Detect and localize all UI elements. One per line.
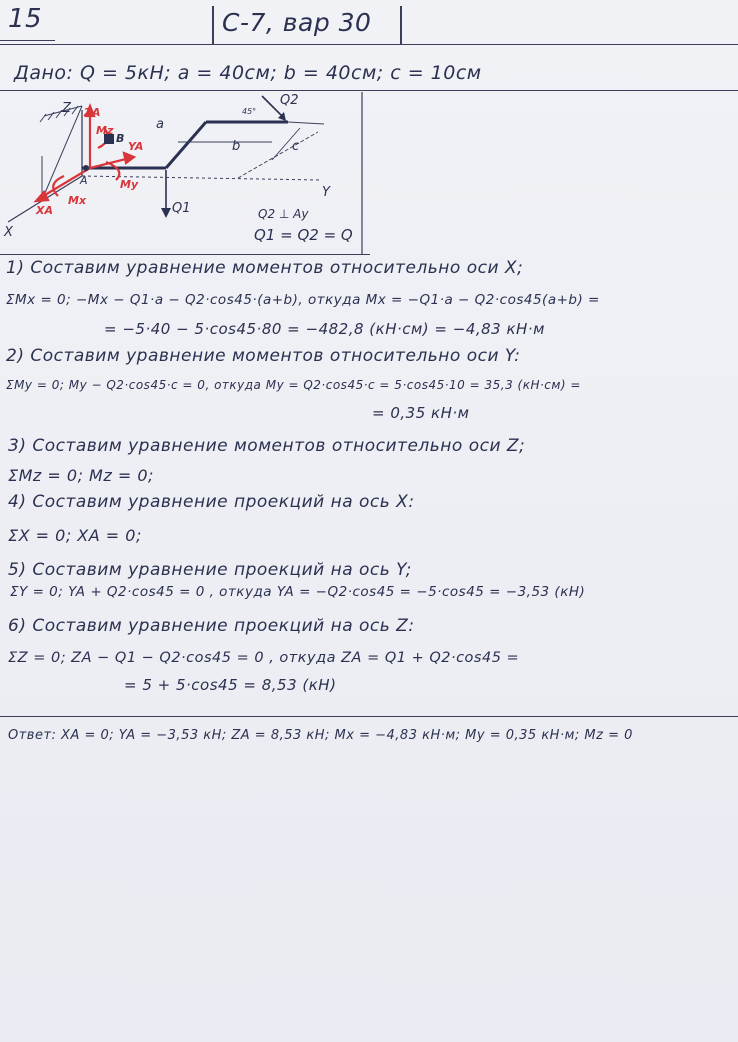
given-line: Дано: Q = 5кН; a = 40см; b = 40см; c = 10см <box>14 62 482 84</box>
solution-line-4: 2) Составим уравнение моментов относительно оси Y: <box>6 346 521 366</box>
point-b-label: B <box>116 132 125 145</box>
force-diagram <box>0 88 370 256</box>
za-label: ZA <box>84 106 101 119</box>
solution-line-10: ΣX = 0; XA = 0; <box>8 526 142 545</box>
mz-label: Mz <box>96 124 114 137</box>
solution-line-12: ΣY = 0; YA + Q2·cos45 = 0 , откуда YA = −Q2·cos45 = −5·cos45 = −3,53 (кН) <box>10 584 586 600</box>
solution-line-13: 6) Составим уравнение проекций на ось Z: <box>8 616 415 636</box>
task-title: С-7, вар 30 <box>222 8 372 37</box>
solution-line-1: 1) Составим уравнение моментов относительно оси X; <box>6 258 524 278</box>
shaft-bend <box>166 122 206 168</box>
solution-line-9: 4) Составим уравнение проекций на ось X: <box>8 492 415 512</box>
y-axis-label: Y <box>322 185 330 200</box>
solution-line-3: = −5·40 − 5·cos45·80 = −482,8 (кН·см) = −4,83 кН·м <box>104 320 545 338</box>
point-a-label: A <box>80 174 88 187</box>
header-rule <box>0 44 738 45</box>
angle-label: 45° <box>242 107 257 116</box>
dim-a-label: a <box>156 117 164 132</box>
xa-label: XA <box>36 204 53 217</box>
q1-label: Q1 <box>172 201 191 216</box>
x-axis-label: X <box>4 225 13 240</box>
page-number: 15 <box>8 4 43 34</box>
diagram-note-2: Q1 = Q2 = Q <box>254 226 353 244</box>
ya-label: YA <box>128 140 144 153</box>
solution-line-2: ΣMx = 0; −Mx − Q1·a − Q2·cos45·(a+b), откуда Mx = −Q1·a − Q2·cos45(a+b) = <box>6 292 600 308</box>
q2-label: Q2 <box>280 93 299 108</box>
answer-rule <box>0 716 738 717</box>
solution-line-5: ΣMy = 0; My − Q2·cos45·c = 0, откуда My = Q2·cos45·c = 5·cos45·10 = 35,3 (кН·см) = <box>6 378 581 392</box>
diagram-bottom-rule <box>0 254 370 255</box>
solution-line-14: ΣZ = 0; ZA − Q1 − Q2·cos45 = 0 , откуда ZA = Q1 + Q2·cos45 = <box>8 650 520 666</box>
dim-b-label: b <box>232 139 241 154</box>
dim-c-label: c <box>292 139 300 154</box>
solution-line-15: = 5 + 5·cos45 = 8,53 (кН) <box>124 676 337 694</box>
my-label: My <box>120 178 139 191</box>
mx-label: Mx <box>68 194 87 207</box>
diagram-note-1: Q2 ⊥ Ay <box>258 207 309 221</box>
z-axis-label: Z <box>62 101 71 116</box>
solution-line-11: 5) Составим уравнение проекций на ось Y; <box>8 560 412 580</box>
title-underline-left <box>0 40 55 41</box>
point-a-marker <box>83 165 89 171</box>
solution-line-6: = 0,35 кН·м <box>372 404 470 422</box>
solution-line-8: ΣMz = 0; Mz = 0; <box>8 466 154 485</box>
solution-line-7: 3) Составим уравнение моментов относительно оси Z; <box>8 436 526 456</box>
answer-line: Ответ: XA = 0; YA = −3,53 кН; ZA = 8,53 кН; Mx = −4,83 кН·м; My = 0,35 кН·м; Mz = 0 <box>8 728 633 743</box>
